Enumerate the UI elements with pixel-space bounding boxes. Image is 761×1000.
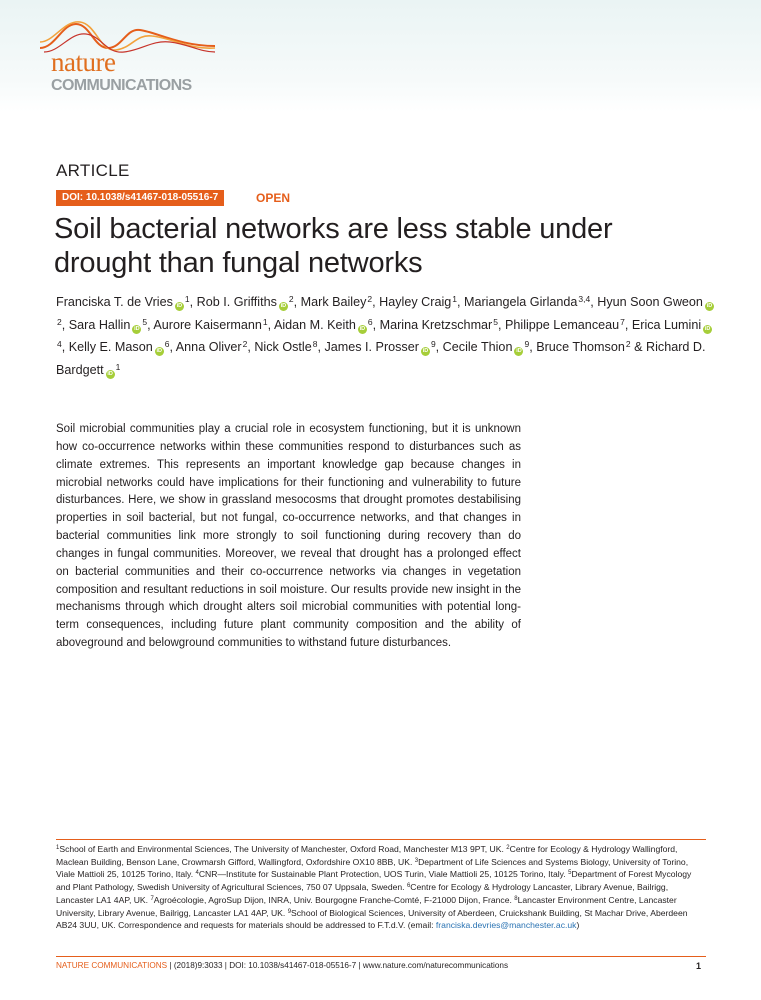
author-name[interactable]: Marina Kretzschmar	[379, 317, 493, 332]
author-separator: ,	[147, 317, 154, 332]
affiliations-divider	[56, 839, 706, 840]
orcid-icon[interactable]: iD	[176, 303, 183, 309]
page-footer	[56, 960, 706, 972]
author-affiliation-marker: 8	[312, 339, 318, 349]
author-name[interactable]: Mariangela Girlanda	[463, 295, 578, 309]
orcid-icon[interactable]: iD	[704, 325, 711, 332]
author-name[interactable]: James I. Prosser	[324, 340, 419, 354]
journal-logo-nature: nature	[51, 47, 116, 77]
author-affiliation-marker: 3,4	[578, 294, 591, 304]
orcid-icon[interactable]: iD	[280, 303, 287, 309]
journal-logo-communications: COMMUNICATIONS	[51, 77, 192, 94]
author-separator: ,	[61, 340, 69, 354]
author-separator: ,	[624, 317, 632, 332]
author-affiliation-marker: 1	[262, 316, 268, 327]
author-affiliation-marker: 1	[184, 294, 190, 304]
author-affiliation-marker: 2	[57, 316, 62, 327]
affiliations	[56, 843, 706, 932]
orcid-icon[interactable]: iD	[516, 348, 522, 354]
doi-badge[interactable]: DOI: 10.1038/s41467-018-05516-7	[56, 190, 224, 206]
author-affiliation-marker: 5	[493, 316, 498, 327]
author-list	[56, 291, 716, 381]
journal-masthead	[0, 0, 761, 112]
author-name[interactable]: Franciska T. de Vries	[56, 295, 173, 309]
author-separator: ,	[267, 317, 274, 332]
author-name[interactable]: Aurore Kaisermann	[153, 317, 262, 332]
author-affiliation-marker: 6	[164, 339, 170, 349]
affiliation-number: 7	[150, 895, 154, 902]
article-title: Soil bacterial networks are less stable under drought than fungal networks	[54, 213, 613, 279]
correspondence-email-link[interactable]: franciska.devries@manchester.ac.uk	[435, 920, 577, 931]
author-name[interactable]: Aidan M. Keith	[273, 317, 356, 332]
affiliation-number: 1	[56, 845, 60, 851]
orcid-icon[interactable]: iD	[107, 370, 113, 377]
author-separator: ,	[372, 295, 380, 309]
author-separator: ,	[247, 340, 255, 354]
orcid-icon[interactable]: iD	[706, 303, 713, 309]
affiliation-number: 9	[287, 908, 292, 915]
author-separator: ,	[317, 340, 325, 354]
author-affiliation-marker: 1	[115, 361, 121, 372]
footer-citation: | (2018)9:3033 | DOI: 10.1038/s41467-018-05516-7 | www.nature.com/naturecommunications	[167, 961, 509, 970]
author-separator: ,	[61, 317, 69, 332]
author-affiliation-marker: 2	[367, 294, 373, 304]
author-name[interactable]: Hyun Soon Gweon	[597, 295, 703, 309]
footer-journal-name: NATURE COMMUNICATIONS	[56, 961, 168, 970]
affiliation-text: CNR—Institute for Sustainable Plant Protection, UOS Turin, Viale Mattioli 25, 10125 Torino, Italy.	[198, 869, 569, 880]
author-name[interactable]: Philippe Lemanceau	[505, 317, 620, 332]
affiliation-text: School of Earth and Environmental Sciences, The University of Manchester, Oxford Road, Manchester M13 9PT, UK.	[59, 844, 507, 854]
affiliation-number: 3	[414, 857, 419, 864]
affiliation-text: Centre for Ecology & Hydrology Lancaster, Library Avenue, Bailrigg, Lancaster LA1 4AP, UK.	[56, 882, 669, 905]
affiliation-number: 8	[514, 895, 518, 902]
author-separator: ,	[372, 317, 380, 332]
abstract: Soil microbial communities play a crucial role in ecosystem functioning, but it is unknown how co-occurrence networks within these communities respond to disturbances such as climate extremes. This represents an important knowledge gap because changes in microbial networks could have implications for their functioning and vulnerability to future disturbances. Here, we show in grassland mesocosms that drought promotes destabilising properties in soil bacterial, but not fungal, co-occurrence networks, and that changes in bacterial communities link more strongly to soil functioning during recovery than do changes in fungal communities. Moreover, we reveal that drought has a prolonged effect on bacterial communities and their co-occurrence networks via changes in vegetation composition and resultant reductions in soil moisture. Our results provide new insight in the mechanisms through which drought alters soil microbial communities with potential long-term consequences, including future plant community composition and the ability of aboveground and belowground communities to withstand future disturbances.	[56, 423, 521, 650]
author-separator: &	[630, 340, 646, 354]
author-affiliation-marker: 2	[288, 294, 294, 304]
author-affiliation-marker: 2	[242, 339, 248, 349]
author-name[interactable]: Richard D. Bardgett	[56, 340, 706, 377]
author-separator: ,	[293, 295, 301, 309]
affiliation-number: 4	[195, 870, 199, 877]
orcid-icon[interactable]: iD	[359, 325, 366, 332]
author-name[interactable]: Kelly E. Mason	[68, 340, 153, 354]
author-name[interactable]: Sara Hallin	[68, 317, 131, 332]
affiliation-text: School of Biological Sciences, University of Aberdeen, Cruickshank Building, St Machar Drive, Aberdeen AB24 3UU, UK.	[56, 907, 688, 931]
affiliation-number: 2	[506, 845, 510, 851]
footer-divider	[56, 956, 706, 957]
affiliation-number: 5	[568, 870, 572, 877]
author-affiliation-marker: 6	[367, 316, 373, 327]
author-name[interactable]: Hayley Craig	[379, 295, 452, 309]
author-separator: ,	[435, 340, 443, 354]
author-affiliation-marker: 2	[625, 339, 631, 349]
affiliation-text: Centre for Ecology & Hydrology Wallingford, Maclean Building, Benson Lane, Crowmarsh Gifford, Wallingford, Oxfordshire OX10 8BB, UK.	[56, 844, 678, 867]
affiliation-text: Lancaster Environment Centre, Lancaster University, Library Avenue, Bailrigg, Lancaster LA1 4AP, UK.	[56, 894, 677, 918]
orcid-icon[interactable]: iD	[422, 348, 429, 354]
affiliation-number: 6	[406, 883, 411, 890]
author-name[interactable]: Mark Bailey	[300, 295, 367, 309]
author-name[interactable]: Rob I. Griffiths	[196, 295, 277, 309]
orcid-icon[interactable]: iD	[156, 348, 162, 354]
correspondence-close: )	[576, 920, 580, 931]
page-number: 1	[696, 961, 702, 971]
author-name[interactable]: Nick Ostle	[254, 340, 312, 354]
author-affiliation-marker: 5	[142, 316, 148, 327]
author-separator: ,	[590, 295, 598, 309]
affiliation-text: Agroécologie, AgroSup Dijon, INRA, Univ. Bourgogne Franche-Comté, F-21000 Dijon, France.	[153, 894, 515, 905]
author-affiliation-marker: 7	[620, 316, 625, 327]
author-affiliation-marker: 4	[57, 339, 62, 349]
author-name[interactable]: Anna Oliver	[175, 340, 242, 354]
author-name[interactable]: Erica Lumini	[631, 317, 702, 332]
open-access-label: OPEN	[256, 191, 291, 205]
author-separator: ,	[169, 340, 176, 354]
author-separator: ,	[529, 340, 537, 354]
author-separator: ,	[498, 317, 505, 332]
author-separator: ,	[456, 295, 464, 309]
article-type: ARTICLE	[56, 161, 130, 180]
orcid-icon[interactable]: iD	[134, 325, 140, 332]
author-name[interactable]: Cecile Thion	[442, 340, 513, 354]
affiliation-text: Department of Life Sciences and Systems Biology, University of Torino, Viale Mattioli 25, 10125 Torino, Italy.	[56, 856, 689, 880]
author-name[interactable]: Bruce Thomson	[536, 340, 625, 354]
affiliation-text: Department of Forest Mycology and Plant Pathology, Swedish University of Agricultural Sciences, 750 07 Uppsala, Sweden.	[56, 869, 692, 893]
author-separator: ,	[189, 295, 197, 309]
correspondence-text: Correspondence and requests for materials should be addressed to F.T.d.V. (email:	[118, 920, 436, 931]
author-affiliation-marker: 9	[430, 339, 436, 349]
author-affiliation-marker: 9	[524, 339, 530, 349]
author-affiliation-marker: 1	[452, 294, 457, 304]
